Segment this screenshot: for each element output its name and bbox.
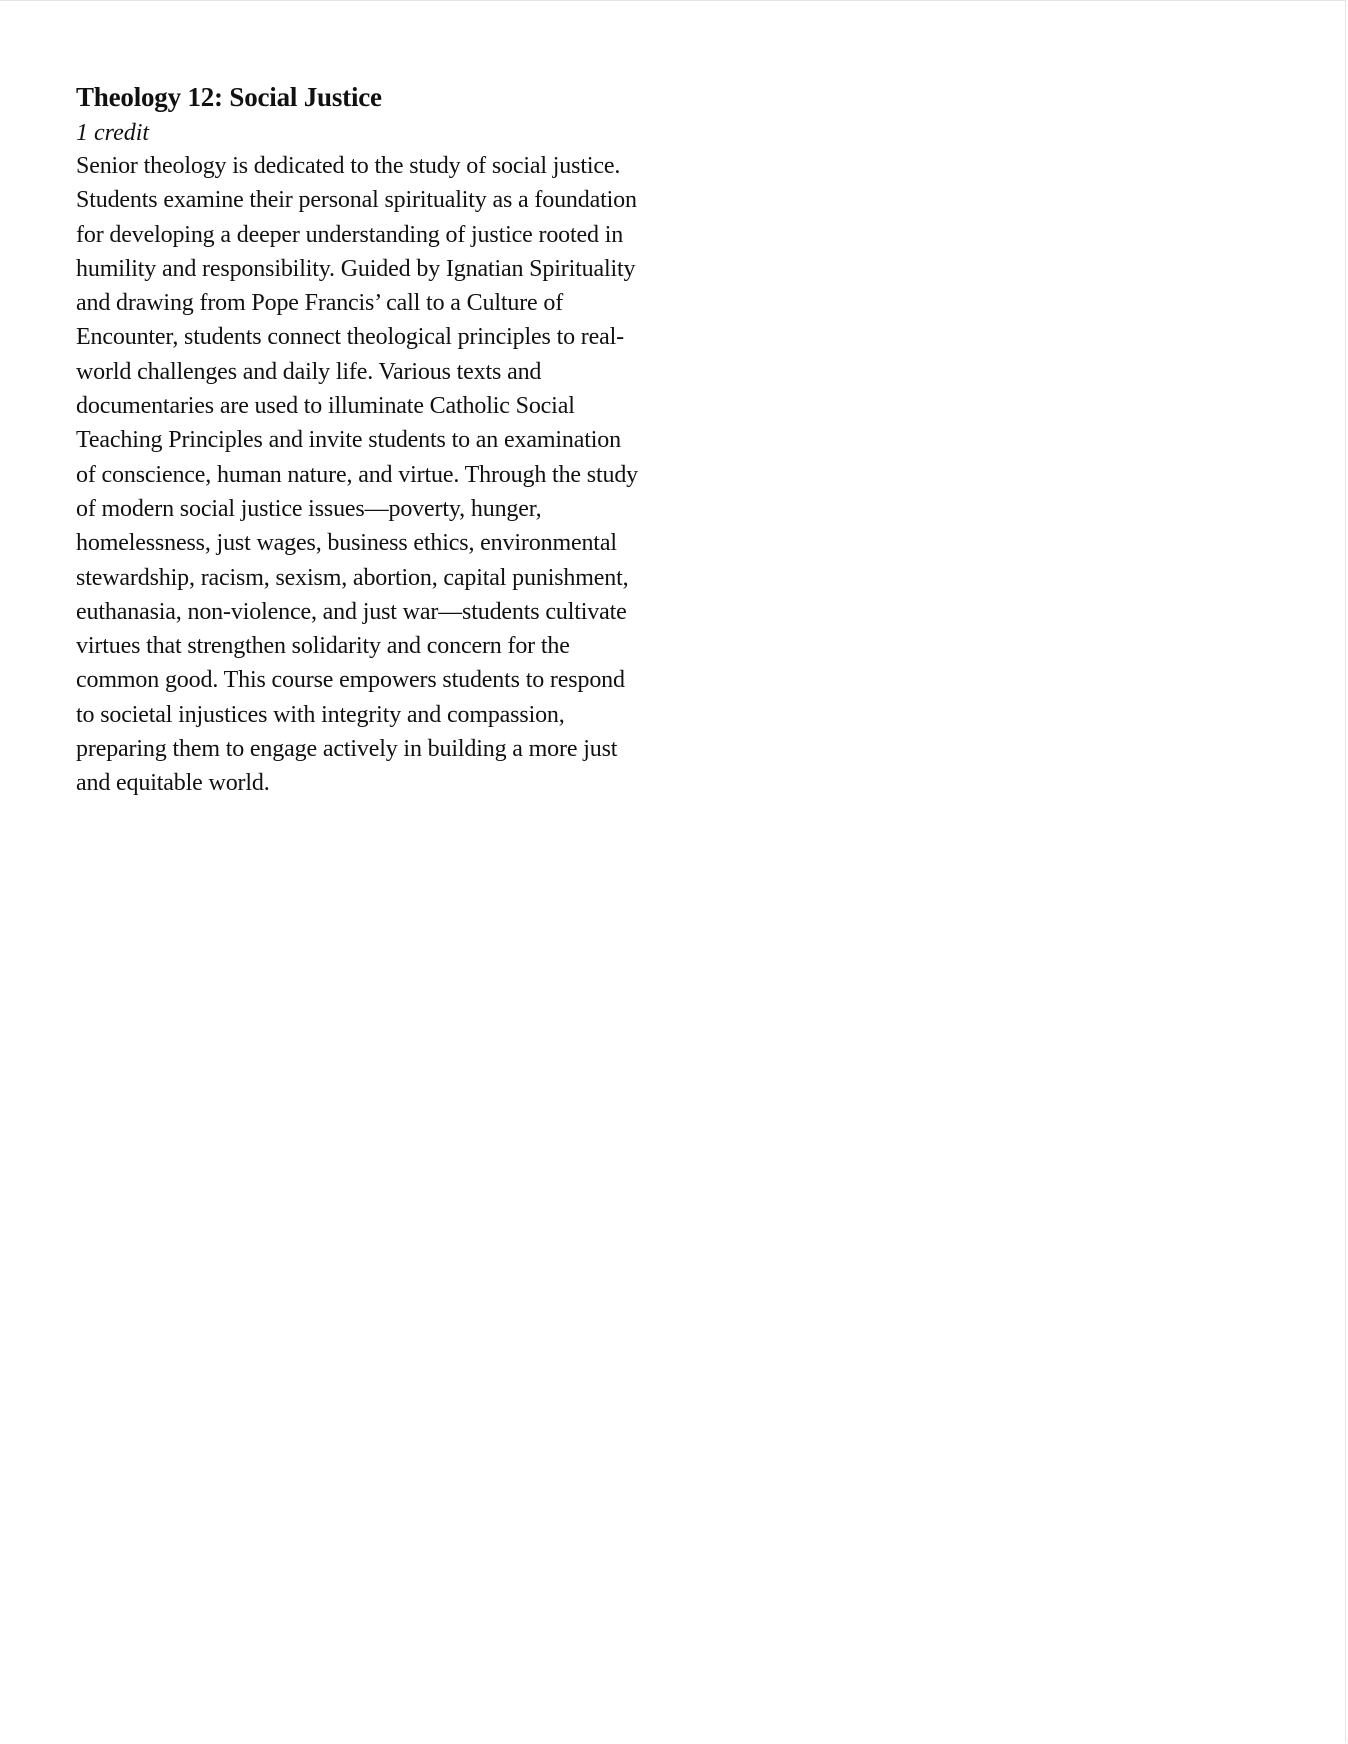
course-title: Theology 12: Social Justice — [76, 82, 382, 112]
course-credit: 1 credit — [76, 120, 150, 146]
course-entry — [76, 77, 646, 801]
course-description: Senior theology is dedicated to the study of social justice. Students examine their personal spirituality as a foundation for developing a deeper understanding of justice rooted in humility and responsibility. Guided by Ignatian Spirituality and drawing from Pope Francis’ call to a Culture of Encounter, students connect theological principles to real-world challenges and daily life. Various texts and documentaries are used to illuminate Catholic Social Teaching Principles and invite students to an examination of conscience, human nature, and virtue. Through the study of modern social justice issues—poverty, hunger, homelessness, just wages, business ethics, environmental stewardship, racism, sexism, abortion, capital punishment, euthanasia, non-violence, and just war—students cultivate virtues that strengthen solidarity and concern for the common good. This course empowers students to respond to societal injustices with integrity and compassion, preparing them to engage actively in building a more just and equitable world. — [76, 153, 639, 797]
